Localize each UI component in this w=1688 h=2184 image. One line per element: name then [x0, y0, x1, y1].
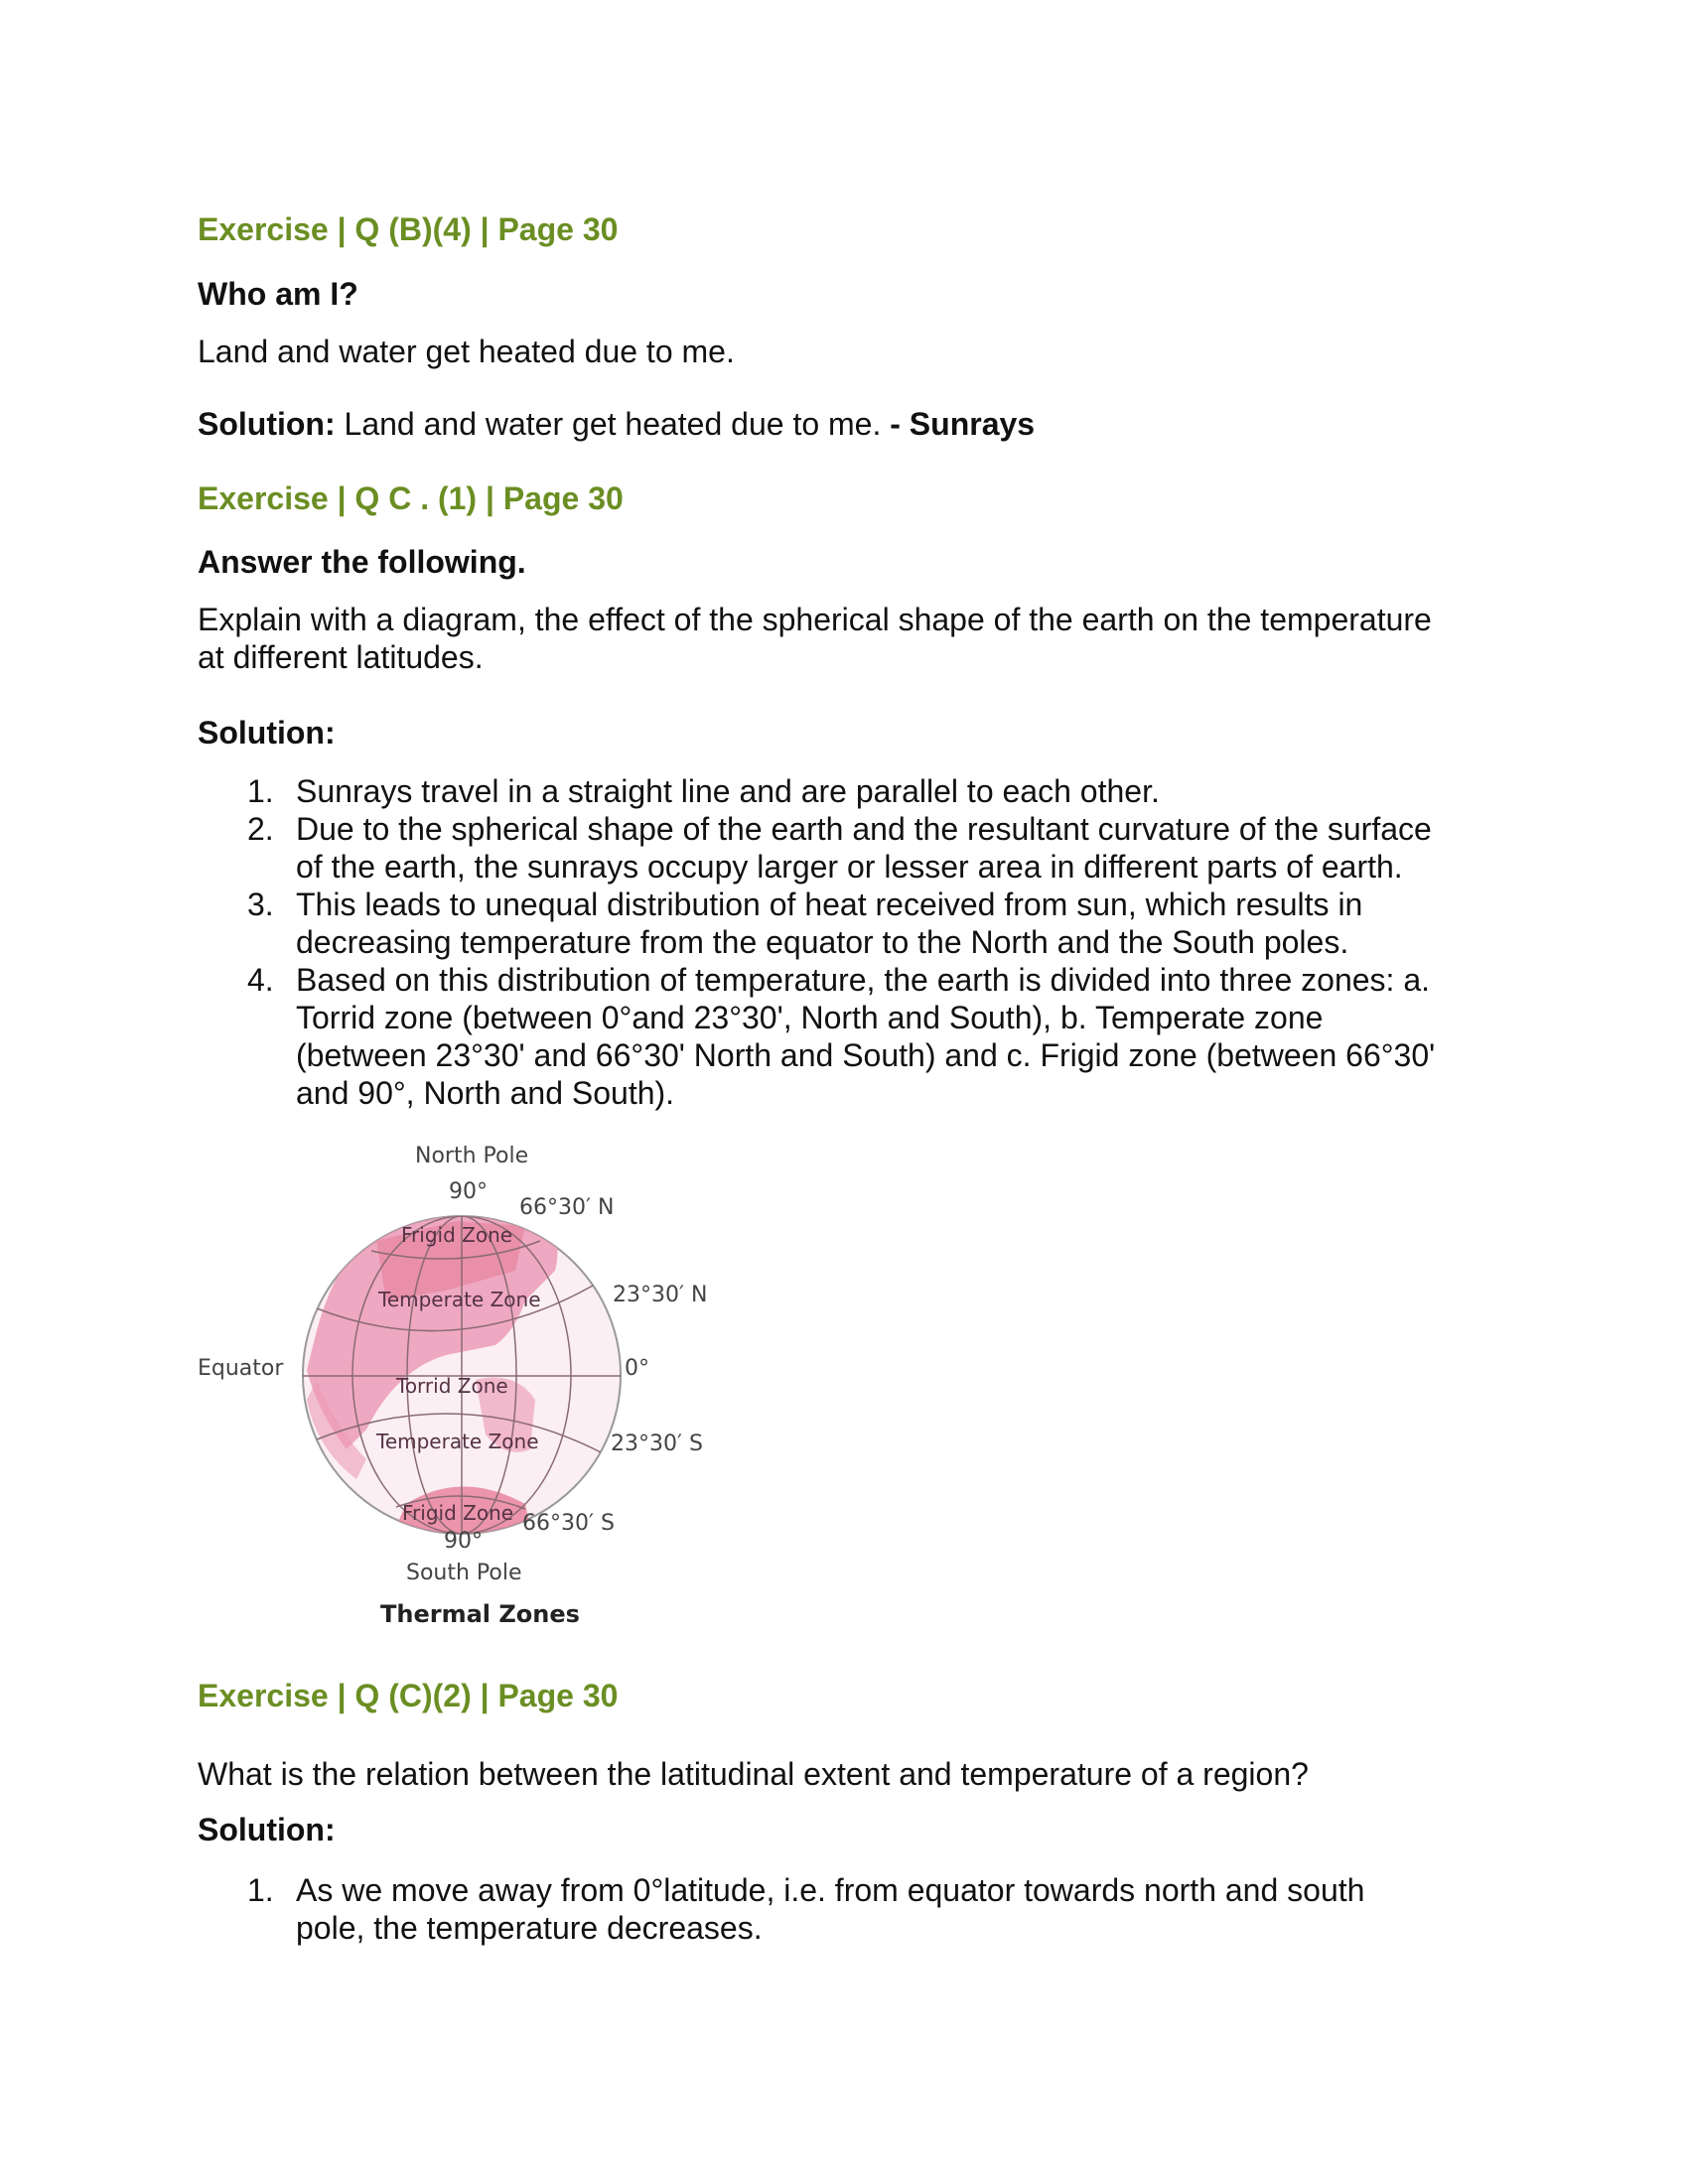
list-item: 3. This leads to unequal distribution of heat received from sun, which results in decreasing temperature from the equator to the North and the South poles.	[247, 887, 1363, 960]
solution-list	[198, 772, 1488, 1112]
north-90-label: 90°	[449, 1179, 488, 1204]
equator-label: Equator	[198, 1356, 284, 1381]
frigid-zone-south-label: Frigid Zone	[402, 1501, 514, 1525]
question-text-line: at different latitudes.	[198, 639, 484, 675]
solution-line	[198, 405, 1035, 443]
lat-66s-label: 66°30′ S	[522, 1511, 615, 1536]
question-text: What is the relation between the latitudinal extent and temperature of a region?	[198, 1756, 1309, 1792]
question-text-line: Explain with a diagram, the effect of the spherical shape of the earth on the temperature	[198, 602, 1432, 637]
solution-text: Land and water get heated due to me.	[335, 406, 891, 442]
south-pole-label: South Pole	[406, 1561, 522, 1585]
temperate-zone-north-label: Temperate Zone	[378, 1288, 541, 1311]
lat-0-label: 0°	[625, 1356, 649, 1381]
north-pole-label: North Pole	[415, 1144, 529, 1168]
list-item: 2. Due to the spherical shape of the earth and the resultant curvature of the surface of the earth, the sunrays occupy larger or lesser area in different parts of earth.	[247, 811, 1432, 885]
solution-label: Solution:	[198, 1812, 336, 1847]
solution-list	[198, 1871, 1488, 1947]
section-header: Exercise | Q C . (1) | Page 30	[198, 480, 624, 516]
solution-label: Solution:	[198, 406, 336, 442]
solution-answer: - Sunrays	[890, 406, 1036, 442]
frigid-zone-north-label: Frigid Zone	[401, 1223, 513, 1247]
lat-23n-label: 23°30′ N	[613, 1283, 708, 1307]
list-item: 1. Sunrays travel in a straight line and are parallel to each other.	[247, 773, 1160, 809]
torrid-zone-label: Torrid Zone	[396, 1374, 508, 1398]
question-title: Answer the following.	[198, 544, 526, 580]
diagram-title: Thermal Zones	[380, 1600, 580, 1628]
solution-label: Solution:	[198, 715, 336, 751]
lat-66n-label: 66°30′ N	[519, 1195, 615, 1220]
lat-23s-label: 23°30′ S	[611, 1432, 703, 1456]
section-header: Exercise | Q (B)(4) | Page 30	[198, 211, 619, 247]
list-item: 4. Based on this distribution of temperature, the earth is divided into three zones: a. Torrid zone (between 0°and 23°30', North and South), b. Temperate zone (between 23°30' and 66°30' North and South) and c. Frigid zone (between 66°30' and 90°, North and South).	[247, 962, 1436, 1111]
thermal-zones-diagram	[198, 1132, 734, 1648]
list-item: 1. As we move away from 0°latitude, i.e. from equator towards north and south pole, the temperature decreases.	[247, 1872, 1365, 1946]
question-title: Who am I?	[198, 276, 358, 312]
temperate-zone-south-label: Temperate Zone	[376, 1430, 539, 1453]
south-90-label: 90°	[444, 1529, 483, 1554]
question-text: Land and water get heated due to me.	[198, 334, 735, 369]
section-header: Exercise | Q (C)(2) | Page 30	[198, 1678, 619, 1713]
